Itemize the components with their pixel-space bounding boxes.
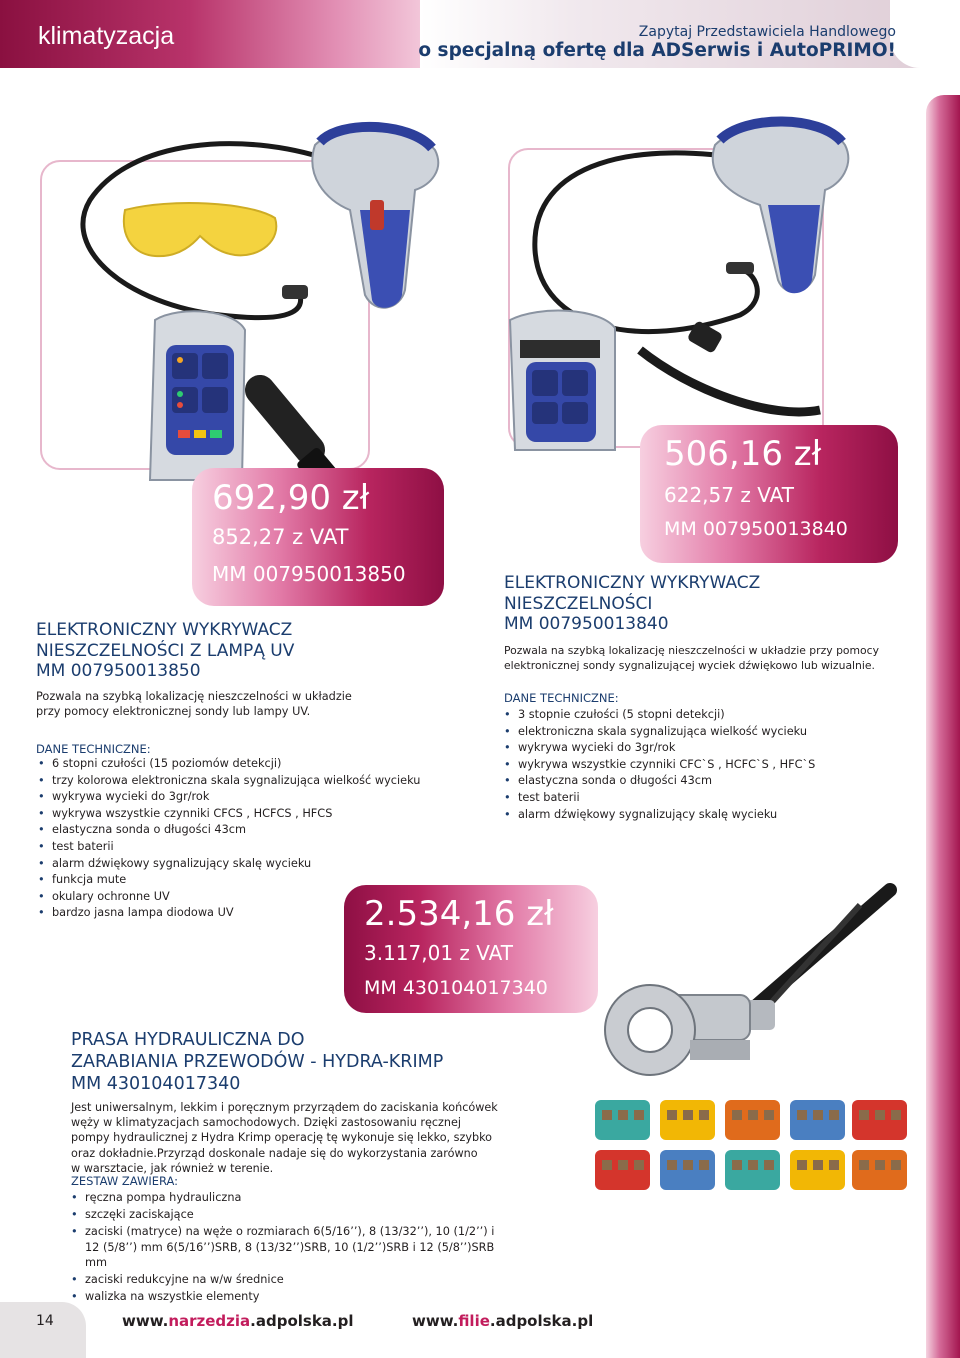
list-item: • test baterii (504, 790, 904, 807)
list-item: • zaciski (matryce) na węże o rozmiarach 6(5/16’’), 8 (13/32’’), 10 (1/2’’) i 12 (5/8’’) mm 6(5/16’’)SRB, 8 (13/32’’)SRB, 10 (1/2’’)SRB i 12 (5/8’’)SRB mm (71, 1224, 511, 1271)
list-item: • alarm dźwiękowy sygnalizujący skalę wycieku (38, 856, 438, 873)
product1-price-vat: 852,27 z VAT (212, 525, 349, 549)
section-title: klimatyzacja (38, 22, 175, 50)
list-item: • trzy kolorowa elektroniczna skala sygnalizująca wielkość wycieku (38, 773, 438, 790)
list-item: • wykrywa wycieki do 3gr/rok (38, 789, 438, 806)
footer-link-filie[interactable]: www.filie.adpolska.pl (412, 1312, 594, 1330)
list-item: • zaciski redukcyjne na w/w średnice (71, 1272, 511, 1288)
product3-set-list (71, 1190, 511, 1306)
product2-specs-list (504, 707, 904, 823)
list-item: • test baterii (38, 839, 438, 856)
product2-price-vat: 622,57 z VAT (664, 483, 794, 507)
product1-code: MM 007950013850 (212, 562, 406, 586)
product3-price-vat: 3.117,01 z VAT (364, 941, 514, 965)
product1-price: 692,90 zł (212, 478, 370, 518)
product3-description: Jest uniwersalnym, lekkim i poręcznym przyrządem do zaciskania końcówek węży w klimatyzacjach samochodowych. Dzięki zastosowaniu ręcznej pompy hydraulicznej z Hydra Krimp operację tę wykonuje się lekko, szybko oraz dokładnie.Przyrząd doskonale nadaje się do wykorzystania zarówno w warsztacie, jak również w terenie. (71, 1101, 498, 1175)
list-item: • wykrywa wycieki do 3gr/rok (504, 740, 904, 757)
page-number: 14 (36, 1313, 54, 1329)
promo-line-1: Zapytaj Przedstawiciela Handlowego (638, 24, 896, 40)
list-item: • wykrywa wszystkie czynniki CFCS , HCFCS , HFCS (38, 806, 438, 823)
product1-title: ELEKTRONICZNY WYKRYWACZ NIESZCZELNOŚCI Z LAMPĄ UV MM 007950013850 (36, 620, 295, 681)
list-item: • 6 stopni czułości (15 poziomów detekcji) (38, 756, 438, 773)
list-item: • alarm dźwiękowy sygnalizujący skalę wycieku (504, 807, 904, 824)
product3-set-heading: ZESTAW ZAWIERA: (71, 1174, 179, 1188)
list-item: • okulary ochronne UV (38, 889, 438, 906)
list-item: • bardzo jasna lampa diodowa UV (38, 905, 438, 922)
product3-price: 2.534,16 zł (364, 894, 554, 934)
product3-code: MM 430104017340 (364, 977, 548, 999)
page-number-tab (0, 1302, 86, 1358)
product3-title: PRASA HYDRAULICZNA DO ZARABIANIA PRZEWODÓW - HYDRA-KRIMP MM 430104017340 (71, 1030, 444, 1094)
product2-image (490, 90, 910, 470)
product2-code: MM 007950013840 (664, 518, 848, 540)
list-item: • 3 stopnie czułości (5 stopni detekcji) (504, 707, 904, 724)
product1-description: Pozwala na szybką lokalizację nieszczelności w układzie przy pomocy elektronicznej sondy lub lampy UV. (36, 690, 352, 718)
edge-strip (926, 95, 960, 1358)
page-header (0, 0, 960, 68)
list-item: • wykrywa wszystkie czynniki CFC`S , HCFC`S , HFC`S (504, 757, 904, 774)
product2-description: Pozwala na szybką lokalizację nieszczelności w układzie przy pomocy elektronicznej sondy sygnalizującej wyciek dźwiękowo lub wizualnie. (504, 644, 879, 672)
product3-image (590, 850, 920, 1210)
product2-title: ELEKTRONICZNY WYKRYWACZ NIESZCZELNOŚCI MM 007950013840 (504, 573, 761, 634)
product1-specs-heading: DANE TECHNICZNE: (36, 742, 151, 756)
product2-price: 506,16 zł (664, 434, 822, 474)
product2-specs-heading: DANE TECHNICZNE: (504, 691, 619, 705)
list-item: • ręczna pompa hydrauliczna (71, 1190, 511, 1206)
list-item: • elektroniczna skala sygnalizująca wielkość wycieku (504, 724, 904, 741)
list-item: • funkcja mute (38, 872, 438, 889)
list-item: • walizka na wszystkie elementy (71, 1289, 511, 1305)
promo-line-2: o specjalną ofertę dla ADSerwis i AutoPRIMO! (418, 40, 896, 61)
footer-link-narzedzia[interactable]: www.narzedzia.adpolska.pl (122, 1312, 354, 1330)
product1-image (20, 90, 460, 510)
list-item: • szczęki zaciskające (71, 1207, 511, 1223)
list-item: • elastyczna sonda o długości 43cm (38, 822, 438, 839)
list-item: • elastyczna sonda o długości 43cm (504, 773, 904, 790)
